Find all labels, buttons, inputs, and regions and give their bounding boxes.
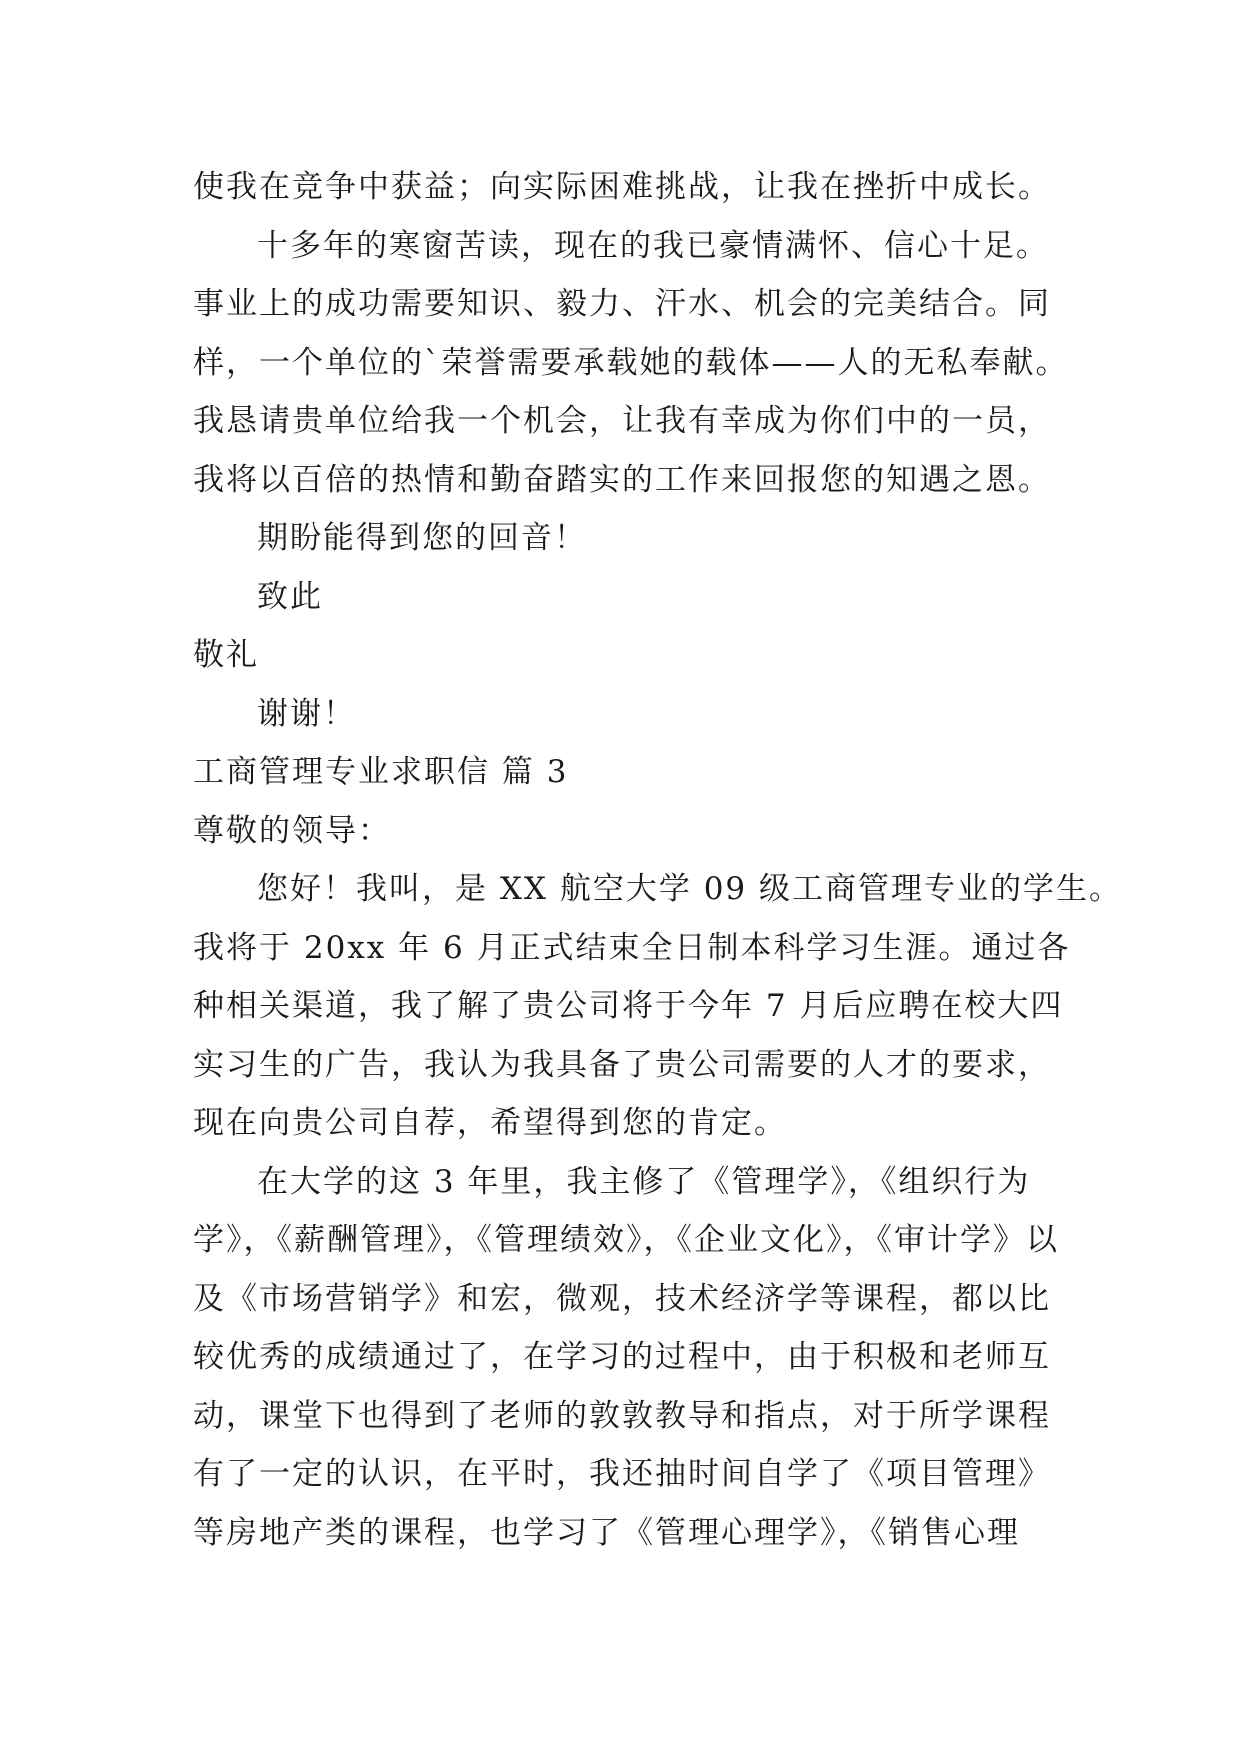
body-line: 我恳请贵单位给我一个机会，让我有幸成为你们中的一员，	[193, 403, 1051, 439]
body-line: 现在向贵公司自荐，希望得到您的肯定。	[193, 1105, 787, 1141]
body-line: 等房地产类的课程，也学习了《管理心理学》，《销售心理	[193, 1514, 1020, 1551]
body-line: 期盼能得到您的回音！	[257, 520, 587, 556]
body-line: 有了一定的认识，在平时，我还抽时间自学了《项目管理》	[193, 1456, 1051, 1492]
body-line: 我将于 20xx 年 6 月正式结束全日制本科学习生涯。通过各	[193, 929, 1071, 966]
body-line: 样，一个单位的`荣誉需要承载她的载体——人的无私奉献。	[193, 344, 1069, 381]
body-line: 我将以百倍的热情和勤奋踏实的工作来回报您的知遇之恩。	[193, 461, 1051, 498]
body-line: 使我在竞争中获益；向实际困难挑战，让我在挫折中成长。	[193, 169, 1051, 205]
body-line: 较优秀的成绩通过了，在学习的过程中，由于积极和老师互	[193, 1339, 1051, 1375]
body-line: 及《市场营销学》和宏，微观，技术经济学等课程，都以比	[193, 1280, 1051, 1317]
body-line: 动，课堂下也得到了老师的敦敦教导和指点，对于所学课程	[193, 1397, 1051, 1434]
body-line: 学》，《薪酬管理》，《管理绩效》，《企业文化》，《审计学》以	[193, 1222, 1059, 1258]
body-line: 在大学的这 3 年里，我主修了《管理学》，《组织行为	[257, 1163, 1031, 1200]
body-line: 种相关渠道，我了解了贵公司将于今年 7 月后应聘在校大四	[193, 988, 1064, 1024]
body-line: 事业上的成功需要知识、毅力、汗水、机会的完美结合。同	[193, 286, 1051, 322]
greeting-line: 尊敬的领导：	[193, 812, 391, 849]
section-heading: 工商管理专业求职信 篇 3	[193, 754, 569, 790]
document-body	[193, 158, 1122, 1562]
salutation-line: 敬礼	[193, 637, 259, 673]
thanks-line: 谢谢！	[257, 695, 356, 732]
body-line: 您好！我叫，是 XX 航空大学 09 级工商管理专业的学生。	[257, 871, 1122, 907]
body-line: 十多年的寒窗苦读，现在的我已豪情满怀、信心十足。	[257, 227, 1049, 264]
closing-line: 致此	[257, 578, 323, 615]
body-line: 实习生的广告，我认为我具备了贵公司需要的人才的要求，	[193, 1046, 1051, 1083]
